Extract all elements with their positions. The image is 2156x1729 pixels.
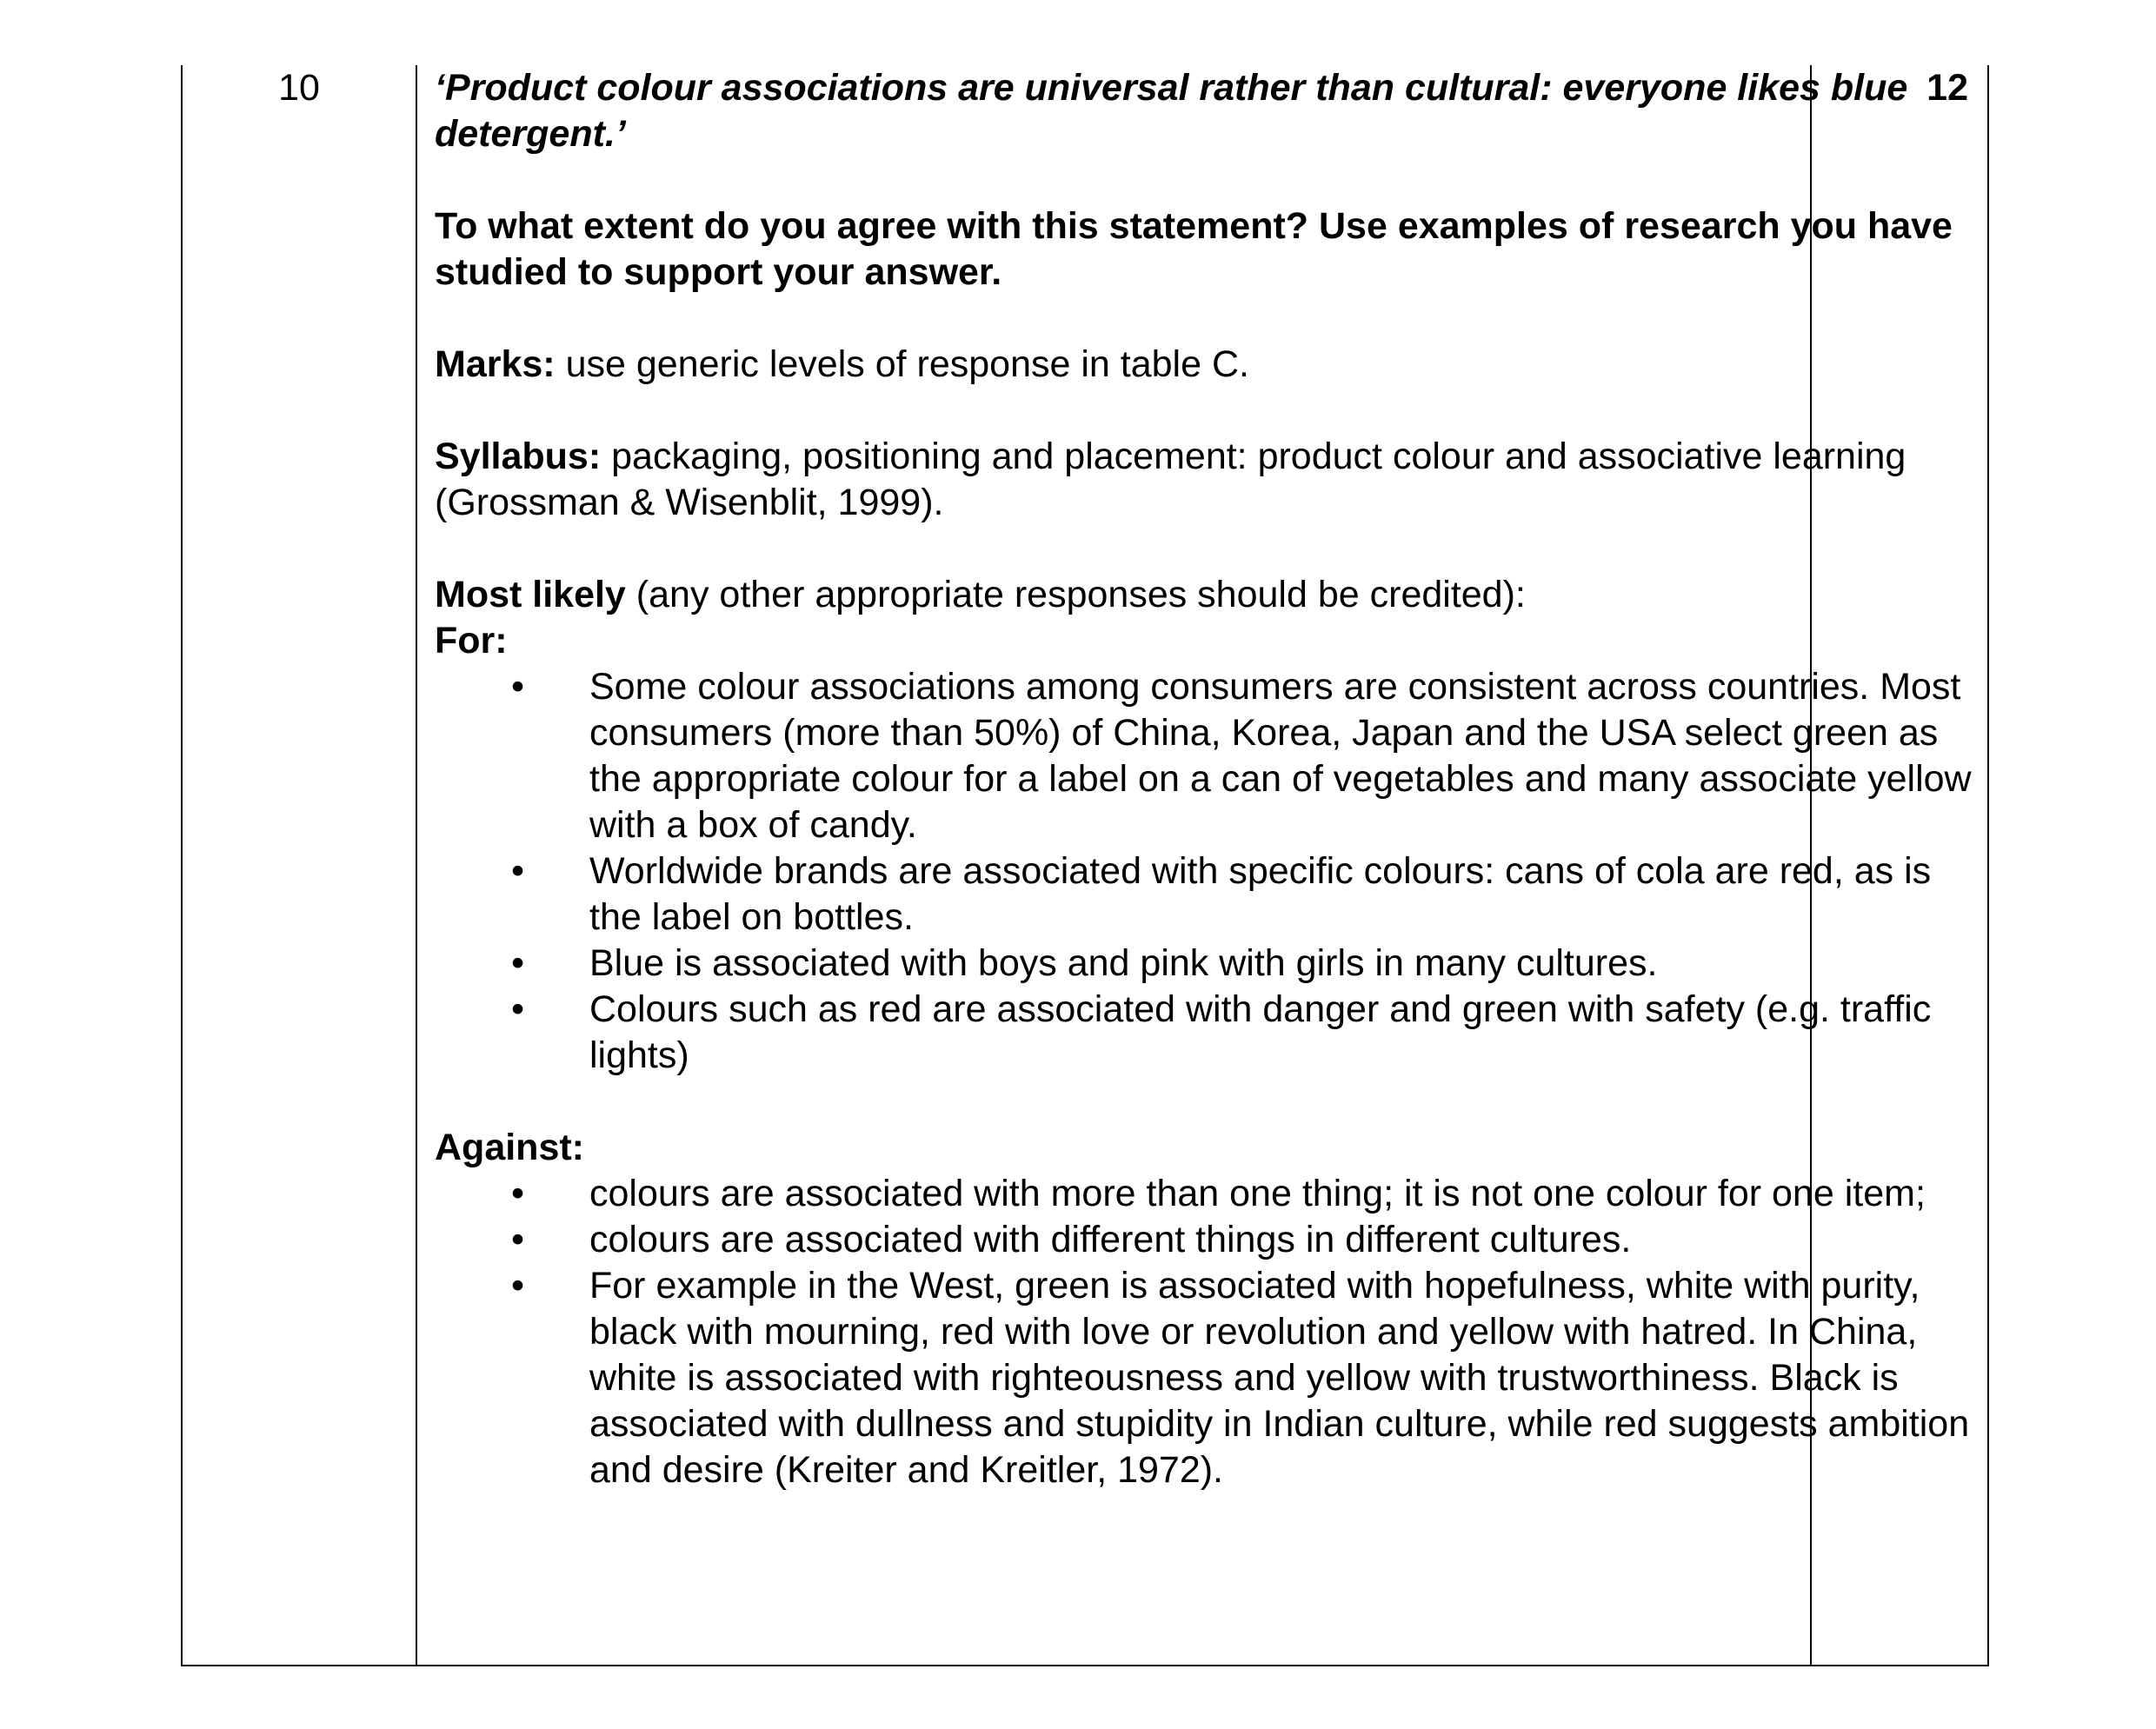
question-quote: ‘Product colour associations are universal rather than cultural: everyone likes blue detergent.’ [435,67,1908,155]
list-item: • colours are associated with different things in different cultures. [435,1217,1973,1263]
list-item: • For example in the West, green is associated with hopefulness, white with purity, black with mourning, red with love or revolution and yellow with hatred. In China, white is associated with righteousness and yellow with trustworthiness. Black is associated with dullness and stupidity in Indian culture, while red suggests ambition and desire (Kreiter and Kreitler, 1972). [511,1265,1970,1491]
bullet-icon: • [511,850,525,892]
mark-scheme-table [181,65,1989,1666]
for-heading: For: [435,620,508,662]
most-likely-line [435,572,1973,618]
question-instruction: To what extent do you agree with this statement? Use examples of research you have studied to support your answer. [435,205,1953,293]
against-list [435,1171,1973,1493]
bullet-icon: • [511,1219,525,1260]
marks-text: use generic levels of response in table C. [555,343,1249,385]
marks-label: Marks: [435,343,556,385]
answer-guidance [435,65,1973,1493]
list-item: • colours are associated with more than one thing; it is not one colour for one item; [435,1171,1973,1217]
most-likely-label: Most likely [435,574,626,615]
bullet-icon: • [511,666,525,708]
syllabus-label: Syllabus: [435,436,602,477]
syllabus-text: packaging, positioning and placement: product colour and associative learning (Grossman & Wisenblit, 1999). [435,436,1906,523]
for-list [435,664,1973,1079]
bullet-icon: • [511,942,525,984]
bullet-icon: • [511,988,525,1030]
marks-total: 12 [1926,67,1968,109]
marks-line [435,342,1973,388]
list-item: • Colours such as red are associated with danger and green with safety (e.g. traffic lights) [511,988,1932,1076]
list-item: • Worldwide brands are associated with specific colours: cans of cola are red, as is the label on bottles. [511,850,1932,938]
bullet-icon: • [511,1265,525,1307]
bullet-icon: • [511,1173,525,1214]
question-number: 10 [278,67,320,109]
list-item: • Blue is associated with boys and pink with girls in many cultures. [435,941,1973,987]
most-likely-text: (any other appropriate responses should be credited): [625,574,1526,615]
syllabus-line [435,434,1973,526]
column-divider-left [416,65,417,1665]
against-heading: Against: [435,1127,584,1168]
list-item: • Some colour associations among consumers are consistent across countries. Most consumers (more than 50%) of China, Korea, Japan and the USA select green as the appropriate colour for a label on a can of vegetables and many associate yellow with a box of candy. [511,666,1972,846]
